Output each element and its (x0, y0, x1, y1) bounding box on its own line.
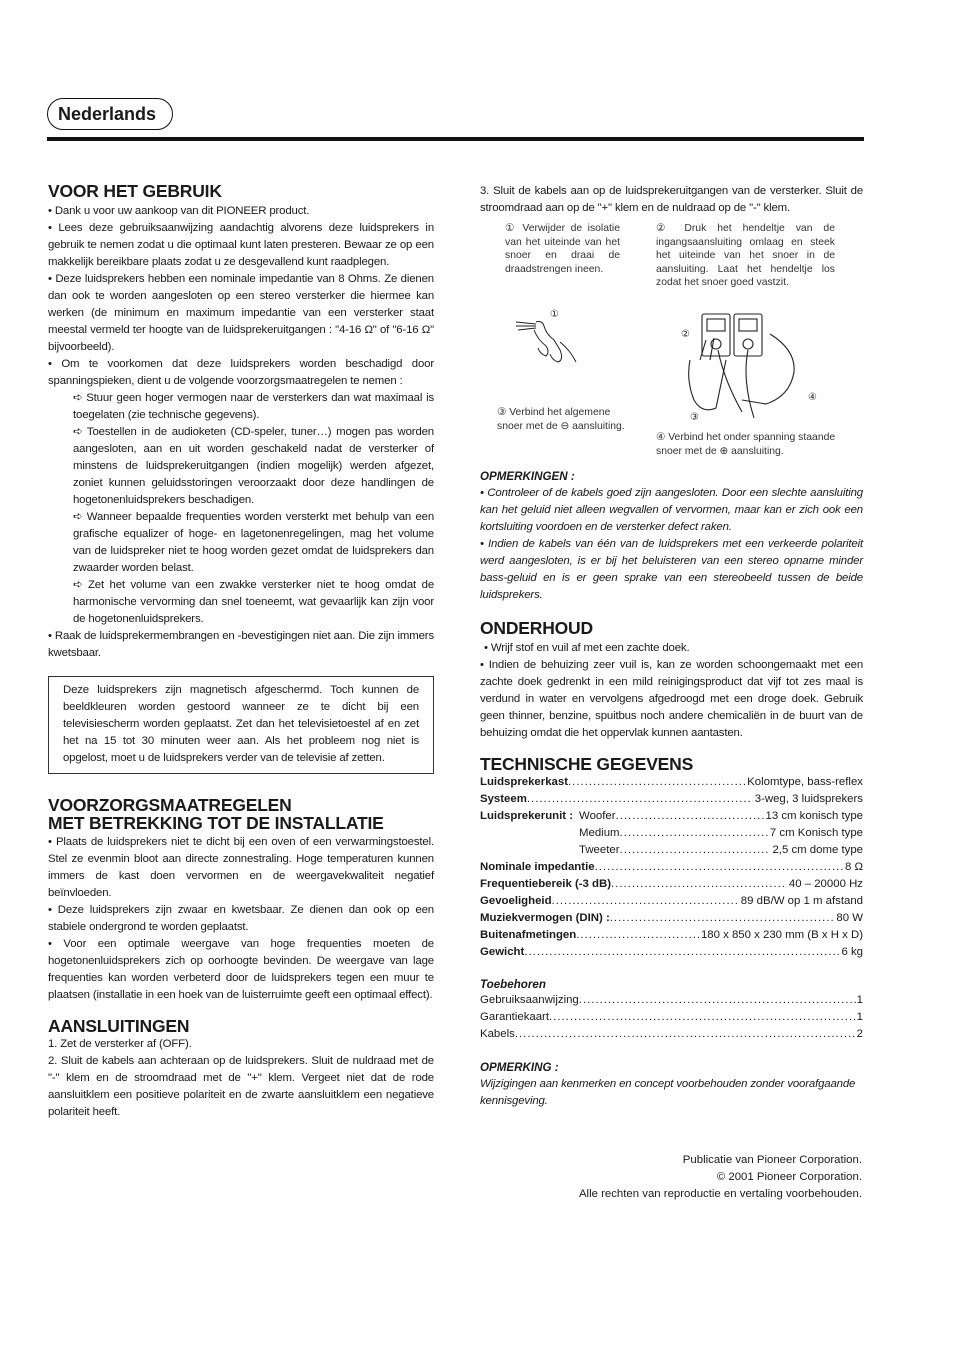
paragraph: • Plaats de luidsprekers niet te dicht bij een oven of een verwarmingstoestel. Stel ze evenmin bloot aan directe zonnestraling. Hoge temperaturen kunnen immers de kast doen vervormen en de weergavekwaliteit negatief beïnvloeden. (48, 836, 434, 899)
spec-row (480, 944, 863, 961)
sub-paragraph: ➪ Toestellen in de audioketen (CD-speler, tuner…) mogen pas worden aangesloten, aan en uit worden geschakeld nadat de versterker of minstens de luidsprekeruitgangen (indien mogelijk) werden afgezet, zoniet kunnen geluidsstoringen veroorzaakt door deze handlingen de hogetonenluidsprekers beschadigen. (73, 426, 434, 506)
spec-table (480, 774, 863, 961)
paragraph: • Deze luidsprekers zijn zwaar en kwetsbaar. Ze dienen dan ook op een stabiele ondergrond te worden geplaatst. (48, 904, 434, 933)
spec-row (480, 842, 863, 859)
footer-line: Alle rechten van reproductie en vertaling voorbehouden. (578, 1188, 862, 1200)
footer-line: Publicatie van Pioneer Corporation. (682, 1154, 862, 1166)
spec-row (480, 791, 863, 808)
onderhoud-paragraphs (480, 640, 863, 742)
spec-row (480, 910, 863, 927)
voor-paragraphs (48, 203, 434, 662)
accessory-row (480, 992, 863, 1009)
spec-row (480, 876, 863, 893)
terminal-hand-icon (689, 314, 794, 418)
step-3-text: 3. Sluit de kabels aan op de luidsprekeruitgangen van de versterker. Sluit de stroomdraad aan op de "+" klem en de nuldraad op de "-" klem. (480, 185, 863, 214)
paragraph: • Deze luidsprekers hebben een nominale impedantie van 8 Ohms. Ze dienen dan ook te worden aangesloten op een stereo versterker die hiermee kan werken (de minimum en maximum impedantie van een versterker staat meestal vermeld ter hoogte van de luidsprekeruitgangen : "4-16 Ω" of "6-16 Ω" bijvoorbeeld). (48, 273, 434, 353)
spec-value: 89 dB/W op 1 m afstand (740, 895, 863, 907)
magnetic-shield-notice (48, 676, 434, 774)
spec-label: Muziekvermogen (DIN) : (480, 912, 610, 924)
voorzorg-paragraphs (48, 834, 434, 1004)
spec-sub-label: Woofer (579, 810, 616, 822)
spec-row (480, 893, 863, 910)
spec-value: 13 cm konisch type (765, 810, 863, 822)
accessory-label: Garantiekaart (480, 1011, 550, 1023)
paragraph: • Om te voorkomen dat deze luidsprekers worden beschadigd door spanningspieken, dient u de volgende voorzorgsmaatregelen te nemen : (48, 358, 434, 387)
section-title-technische-gegevens: TECHNISCHE GEGEVENS (480, 754, 694, 774)
spec-label: Luidsprekerunit : (480, 810, 574, 822)
accessory-label: Gebruiksaanwijzing (480, 994, 579, 1006)
spec-value: Kolomtype, bass-reflex (747, 776, 863, 788)
spec-row (480, 808, 863, 825)
caption-insert-wire: ② Druk het hendeltje van de ingangsaansluiting omlaag en steek het uiteinde van het snoer in de aansluiting. Laat het hendeltje los zodat het snoer goed vastzit. (656, 223, 835, 288)
opmerkingen-paragraph: • Indien de kabels van één van de luidsprekers met een verkeerde polariteit werd aangesloten, is er bij het beluisteren van een stereo opname minder bass-geluid en is er geen sprake van een stereobeeld tussen de beide luidsprekers. (480, 538, 863, 601)
spec-label: Nominale impedantie (480, 861, 595, 873)
accessory-row (480, 1009, 863, 1026)
accessory-qty: 2 (856, 1028, 863, 1040)
accessory-qty: 1 (856, 1011, 863, 1023)
paragraph: 1. Zet de versterker af (OFF). (48, 1038, 192, 1050)
spec-value: 7 cm Konisch type (769, 827, 863, 839)
section-title-onderhoud: ONDERHOUD (480, 618, 593, 638)
spec-sub-label: Tweeter (579, 844, 620, 856)
spec-label: Gevoeligheid (480, 895, 552, 907)
notice-text: Deze luidsprekers zijn magnetisch afgeschermd. Toch kunnen de beeldkleuren worden gestoord wanneer ze te dicht bij een televisiescherm worden geplaatst. Zet dan het televisietoestel af en zet het na 15 tot 30 minuten weer aan. Als het probleem nog niet is opgelost, moet u de luidsprekers verder van de televisie af zetten. (63, 684, 419, 764)
spec-label: Luidsprekerkast (480, 776, 568, 788)
spec-label: Buitenafmetingen (480, 929, 577, 941)
sub-paragraph: ➪ Zet het volume van een zwakke versterker niet te hoog omdat de harmonische vervorming dan snel toeneemt, wat gevaarlijk kan zijn voor de hogetonenluidsprekers. (73, 579, 434, 625)
footer-line: © 2001 Pioneer Corporation. (716, 1171, 862, 1183)
spec-value: 40 – 20000 Hz (788, 878, 863, 890)
spec-row (480, 927, 863, 944)
opmerking-text: Wijzigingen aan kenmerken en concept voorbehouden zonder voorafgaande kennisgeving. (480, 1078, 856, 1107)
spec-label: Frequentiebereik (-3 dB) (480, 878, 612, 890)
sub-paragraph: ➪ Stuur geen hoger vermogen naar de versterkers dan wat maximaal is toegelaten (zie technische gegevens). (73, 392, 434, 421)
spec-row (480, 859, 863, 876)
section-title-voorzorgsmaatregelen (48, 796, 434, 832)
language-tab: Nederlands (47, 98, 173, 130)
spec-label: Systeem (480, 793, 527, 805)
spec-row (480, 825, 863, 842)
fig-label-4: ④ (808, 392, 817, 403)
aansluitingen-paragraphs (48, 1036, 434, 1121)
paragraph: • Wrijf stof en vuil af met een zachte doek. (484, 642, 690, 654)
paragraph: • Lees deze gebruiksaanwijzing aandachtig alvorens deze luidsprekers in gebruik te nemen zodat u die optimaal kunt laten presteren. Bewaar ze op een makkelijk bereikbare plaats zodat u ze desgevallend kunt raadplegen. (48, 222, 434, 268)
spec-value: 8 Ω (844, 861, 863, 873)
paragraph: • Raak de luidsprekermembrangen en -bevestigingen niet aan. Die zijn immers kwetsbaar. (48, 630, 434, 659)
accessories-list (480, 992, 863, 1043)
title-line-1: VOORZORGSMAATREGELEN (48, 795, 292, 815)
spec-row (480, 774, 863, 791)
paragraph: • Indien de behuizing zeer vuil is, kan ze worden schoongemaakt met een zachte doek gedrenkt in een mild reinigingsproduct dat vijf tot zes maal is verdund in water en vervolgens afgedroogd met een droge doek. Gebruik geen thinner, benzine, spuitbus noch andere chemicaliën in de buurt van de behuizing omdat die het oppervlak kunnen aantasten. (480, 659, 863, 739)
section-title-aansluitingen: AANSLUITINGEN (48, 1016, 190, 1036)
toebehoren-title: Toebehoren (480, 978, 546, 991)
fig-label-2: ② (681, 329, 690, 340)
spec-value: 180 x 850 x 230 mm (B x H x D) (700, 929, 863, 941)
fig-label-3: ③ (690, 412, 699, 423)
spec-sub-label: Medium (579, 827, 620, 839)
sub-paragraph: ➪ Wanneer bepaalde frequenties worden versterkt met behulp van een grafische equalizer of hoge- en lagetonenregelingen, mag het volume van de luidspreker niet te hoog worden gezet omdat de luidsprekers dan zwaarder worden belast. (73, 511, 434, 574)
accessory-label: Kabels (480, 1028, 515, 1040)
caption-minus-wire: ③ Verbind het algemene snoer met de ⊖ aansluiting. (497, 407, 625, 432)
accessory-row (480, 1026, 863, 1043)
paragraph: 2. Sluit de kabels aan achteraan op de luidsprekers. Sluit de nuldraad met de "-" klem en de stroomdraad met de "+" klem. Vergeet niet dat de rode aansluitklem een positieve polariteit en de zwarte aansluitklem een negatieve polariteit heeft. (48, 1055, 434, 1118)
spec-value: 2,5 cm dome type (772, 844, 863, 856)
paragraph: • Dank u voor uw aankoop van dit PIONEER product. (48, 205, 310, 217)
header-rule (47, 137, 864, 141)
caption-plus-wire: ④ Verbind het onder spanning staande snoer met de ⊕ aansluiting. (656, 432, 836, 457)
accessory-qty: 1 (856, 994, 863, 1006)
section-title-voor-het-gebruik: VOOR HET GEBRUIK (48, 181, 222, 201)
opmerking-title: OPMERKING : (480, 1061, 559, 1074)
left-column (48, 182, 434, 1121)
wire-twist-icon (516, 322, 576, 363)
publisher-footer (579, 1152, 862, 1203)
opmerkingen-paragraph: • Controleer of de kabels goed zijn aangesloten. Door een slechte aansluiting kan het geluid niet alleen wegvallen of vervormen, maar kan er zich ook een kortsluiting voordoen en de versterker defect raken. (480, 487, 863, 533)
title-line-2: MET BETREKKING TOT DE INSTALLATIE (48, 813, 384, 833)
right-column (480, 470, 863, 1110)
opmerkingen-title: OPMERKINGEN : (480, 470, 575, 483)
caption-strip-wire: ① Verwijder de isolatie van het uiteinde van het snoer en draai de draadstrengen ineen. (505, 223, 620, 275)
paragraph: • Voor een optimale weergave van hoge frequenties moeten de hogetonenluidsprekers zich op oorhoogte bevinden. De weergave van lage frequenties kan worden verbeterd door de luidsprekers tegen een muur te plaatsen (installatie in een hoek van de luisterruimte geeft een optimaal effect). (48, 938, 434, 1001)
spec-value: 80 W (836, 912, 863, 924)
spec-value: 3-weg, 3 luidsprekers (754, 793, 863, 805)
spec-label: Gewicht (480, 946, 525, 958)
spec-value: 6 kg (841, 946, 863, 958)
fig-label-1: ① (550, 309, 559, 320)
